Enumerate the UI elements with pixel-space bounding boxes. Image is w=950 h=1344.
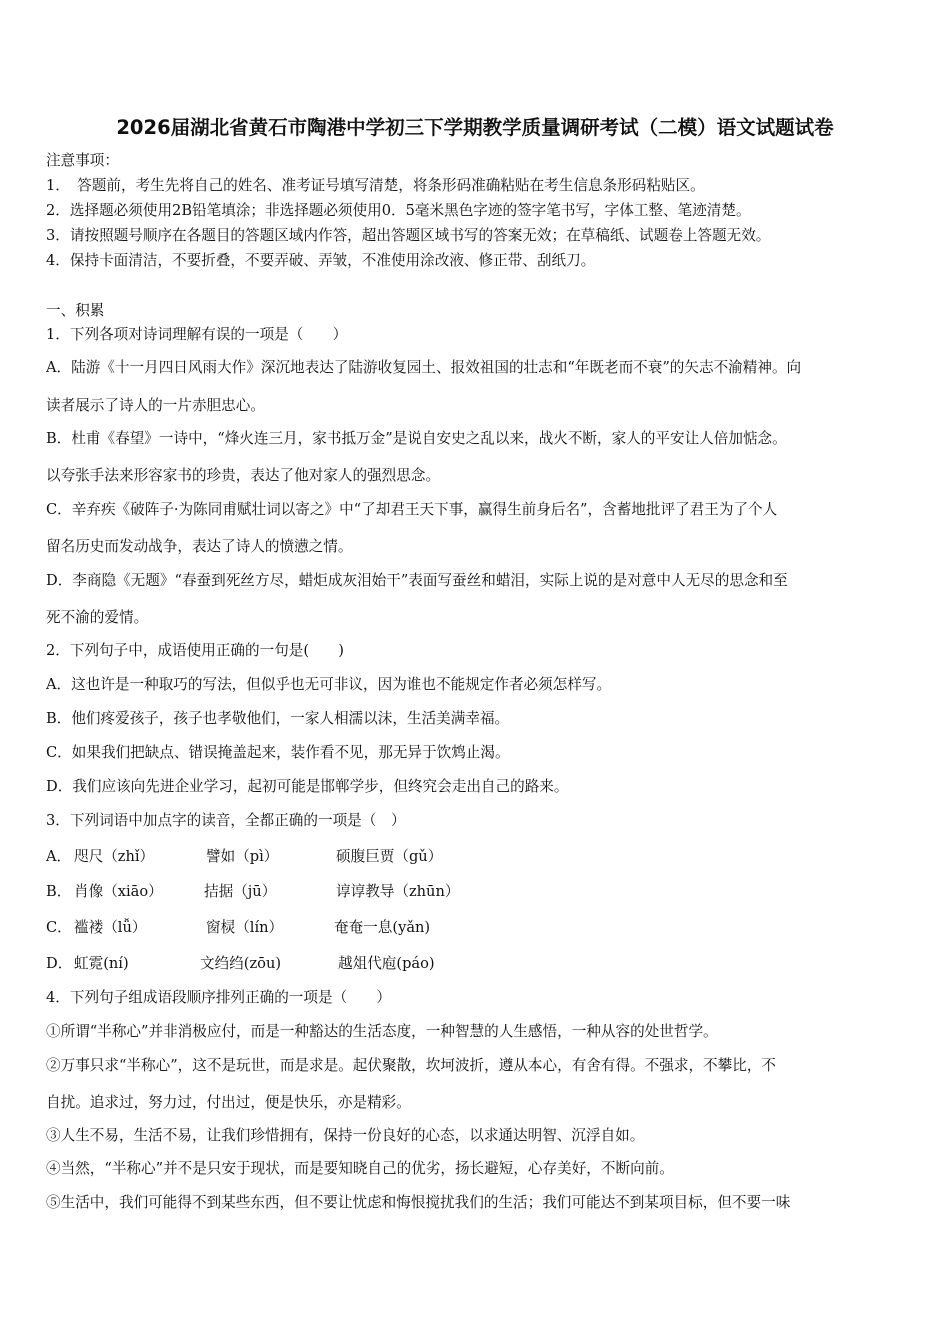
q2-option-b: B．他们疼爱孩子，孩子也孝敬他们，一家人相濡以沫，生活美满幸福。 — [46, 710, 510, 727]
word-1: 肖像（xiāo） — [74, 883, 163, 900]
q4-sentence-2-line2: 自扰。追求过，努力过，付出过，便是快乐，亦是精彩。 — [46, 1094, 411, 1111]
q1-option-b-line1: B．杜甫《春望》一诗中，“烽火连三月，家书抵万金”是说自安史之乱以来，战火不断，家人的平安让人倍加惦念。 — [46, 430, 787, 447]
notice-heading: 注意事项： — [46, 152, 119, 169]
word-3: 奄奄一息(yǎn) — [334, 919, 431, 936]
word-3: 硕腹巨贾（gǔ） — [336, 848, 443, 865]
notice-item-2: 2．选择题必须使用2B铅笔填涂；非选择题必须使用0．5毫米黑色字迹的签字笔书写，字体工整、笔迹清楚。 — [46, 202, 751, 219]
word-3: 谆谆教导（zhūn） — [336, 883, 460, 900]
q4-sentence-3: ③人生不易，生活不易，让我们珍惜拥有，保持一份良好的心态，以求通达明智、沉浮自如。 — [46, 1127, 645, 1144]
q2-option-a: A．这也许是一种取巧的写法，但似乎也无可非议，因为谁也不能规定作者必须怎样写。 — [46, 676, 612, 693]
q1-option-d-line1: D．李商隐《无题》“春蚕到死丝方尽，蜡炬成灰泪始干”表面写蚕丝和蜡泪，实际上说的是对意中人无尽的思念和至 — [46, 572, 788, 589]
q2-stem: 2．下列句子中，成语使用正确的一句是( ) — [46, 642, 344, 659]
q1-option-a-line1: A．陆游《十一月四日风雨大作》深沉地表达了陆游收复园土、报效祖国的壮志和“年既老而不衰”的矢志不渝精神。向 — [46, 359, 802, 376]
q4-sentence-2-line1: ②万事只求“半称心”，这不是玩世，而是求是。起伏聚散，坎坷波折，遵从本心，有舍有得。不强求，不攀比，不 — [46, 1057, 777, 1074]
q4-stem: 4．下列句子组成语段顺序排列正确的一项是（ ） — [46, 989, 391, 1006]
notice-item-3: 3．请按照题号顺序在各题目的答题区域内作答，超出答题区域书写的答案无效；在草稿纸、试题卷上答题无效。 — [46, 227, 771, 244]
word-1: 咫尺（zhǐ） — [74, 848, 155, 865]
q1-option-a-line2: 读者展示了诗人的一片赤胆忠心。 — [46, 397, 265, 414]
option-label: A． — [46, 848, 72, 865]
section-heading: 一、积累 — [46, 302, 105, 319]
word-3: 越俎代庖(páo) — [338, 955, 435, 972]
word-2: 譬如（pì） — [206, 848, 279, 865]
q1-option-b-line2: 以夸张手法来形容家书的珍贵，表达了他对家人的强烈思念。 — [46, 467, 441, 484]
q3-stem: 3．下列词语中加点字的读音，全都正确的一项是（ ） — [46, 812, 406, 829]
q1-option-d-line2: 死不渝的爱情。 — [46, 609, 149, 626]
word-2: 文绉绉(zōu) — [200, 955, 282, 972]
option-label: D． — [46, 955, 73, 972]
option-label: C． — [46, 919, 72, 936]
q1-option-c-line1: C．辛弃疾《破阵子·为陈同甫赋壮词以寄之》中“了却君王天下事，赢得生前身后名”，含蓄地批评了君王为了个人 — [46, 501, 778, 518]
q1-stem: 1．下列各项对诗词理解有误的一项是（ ） — [46, 326, 348, 343]
exam-title: 2026届湖北省黄石市陶港中学初三下学期教学质量调研考试（二模）语文试题试卷 — [116, 116, 834, 139]
word-2: 拮据（jū） — [204, 883, 277, 900]
q2-option-c: C．如果我们把缺点、错误掩盖起来，装作看不见，那无异于饮鸩止渴。 — [46, 744, 510, 761]
notice-item-4: 4．保持卡面清洁，不要折叠，不要弄破、弄皱，不准使用涂改液、修正带、刮纸刀。 — [46, 252, 596, 269]
q4-sentence-5: ⑤生活中，我们可能得不到某些东西，但不要让忧虑和悔恨搅扰我们的生活；我们可能达不到某项目标，但不要一味 — [46, 1194, 791, 1211]
q2-option-d: D．我们应该向先进企业学习，起初可能是邯郸学步，但终究会走出自己的路来。 — [46, 778, 569, 795]
notice-item-1: 1． 答题前，考生先将自己的姓名、准考证号填写清楚，将条形码准确粘贴在考生信息条形码粘贴区。 — [46, 177, 705, 194]
q4-sentence-4: ④当然，“半称心”并不是只安于现状，而是要知晓自己的优劣，扬长避短，心存美好，不断向前。 — [46, 1160, 674, 1177]
word-1: 虹霓(ní) — [74, 955, 129, 972]
word-2: 窗棂（lín） — [206, 919, 284, 936]
option-label: B． — [46, 883, 72, 900]
q4-sentence-1: ①所谓“半称心”并非消极应付，而是一种豁达的生活态度，一种智慧的人生感悟，一种从容的处世哲学。 — [46, 1023, 718, 1040]
word-1: 褴褛（lǚ） — [74, 919, 147, 936]
q1-option-c-line2: 留名历史而发动战争，表达了诗人的愤懑之情。 — [46, 538, 353, 555]
